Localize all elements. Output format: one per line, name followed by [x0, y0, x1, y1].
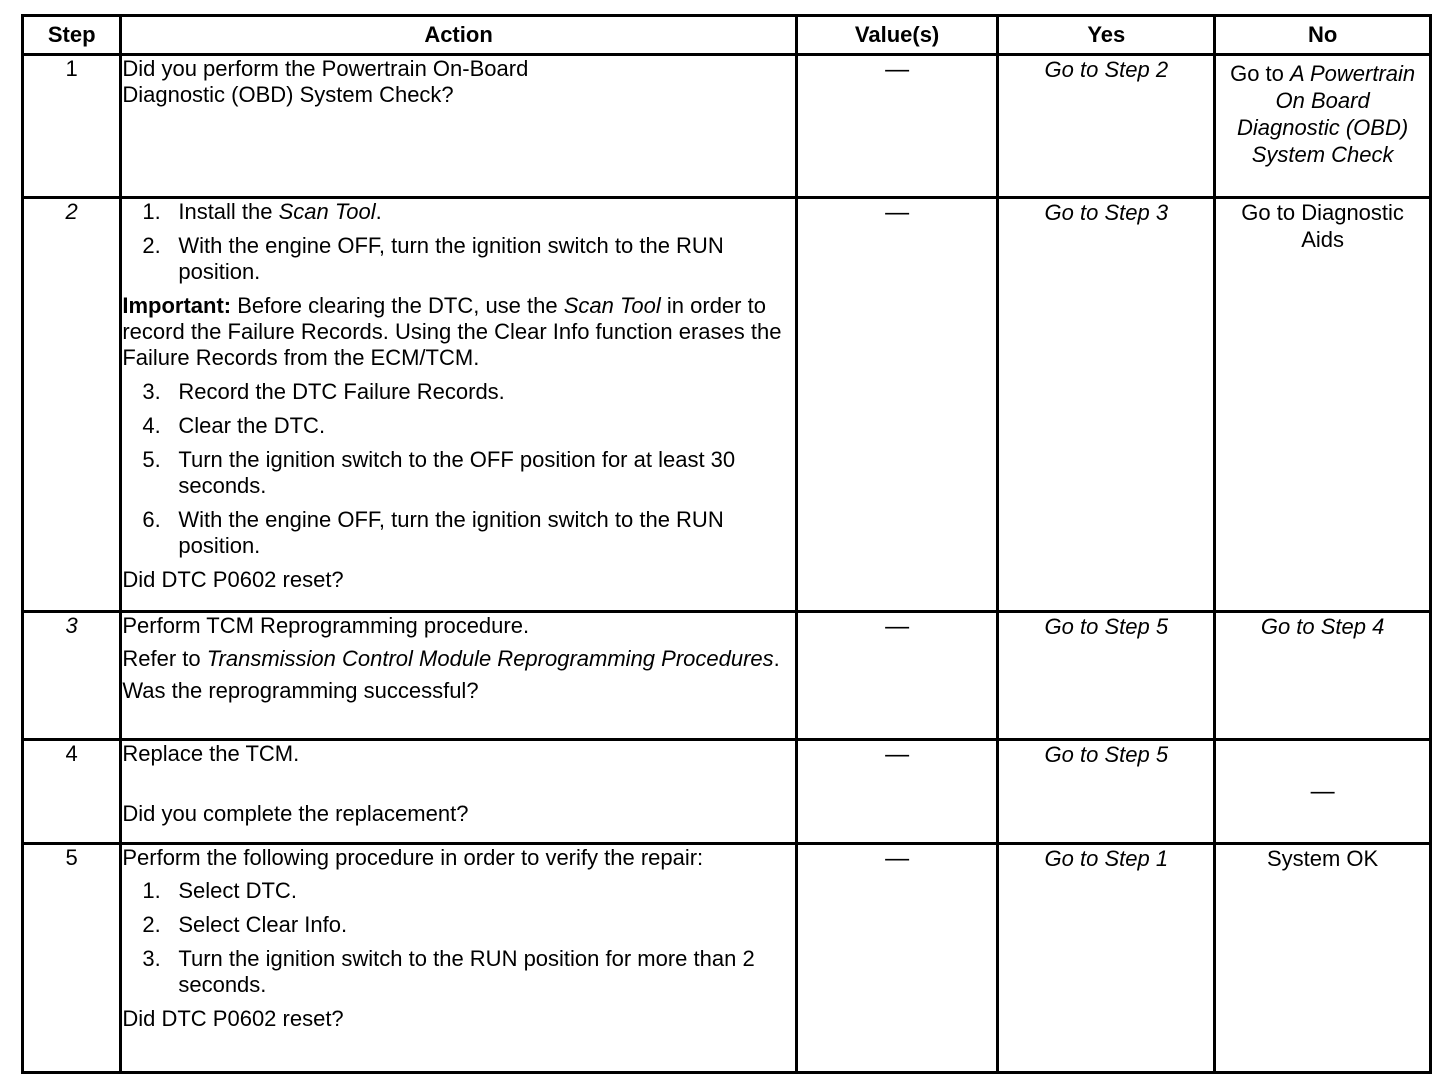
no-link[interactable]: A Powertrain On Board Diagnostic (OBD) System Check — [1237, 61, 1416, 167]
yes-cell — [998, 740, 1215, 844]
value-cell: — — [796, 198, 998, 612]
list-item — [122, 379, 794, 405]
step-number: 5 — [23, 844, 121, 1073]
action-cell — [121, 198, 796, 612]
table-row-step-4 — [23, 740, 1431, 844]
item-text: Turn the ignition switch to the OFF position for at least 30 seconds. — [178, 447, 736, 498]
action-question: Did you complete the replacement? — [122, 801, 469, 826]
table-row-step-5 — [23, 844, 1431, 1073]
no-link[interactable]: Go to Step 4 — [1260, 614, 1385, 639]
step-number: 1 — [23, 55, 121, 198]
header-row — [23, 16, 1431, 55]
yes-link[interactable]: Go to Step 3 — [1044, 200, 1169, 225]
step-number: 2 — [23, 198, 121, 612]
list-item — [122, 413, 794, 439]
important-italic: Scan Tool — [563, 293, 661, 318]
no-prefix: Go to — [1230, 61, 1290, 86]
list-item — [122, 946, 794, 998]
item-number: 3. — [142, 946, 161, 971]
header-yes: Yes — [998, 16, 1215, 55]
value-cell: — — [796, 844, 998, 1073]
value-cell: — — [796, 740, 998, 844]
item-number: 6. — [142, 507, 161, 532]
item-number: 2. — [142, 912, 161, 937]
header-no: No — [1215, 16, 1431, 55]
step-number: 4 — [23, 740, 121, 844]
item-text: Turn the ignition switch to the RUN position for more than 2 seconds. — [178, 946, 755, 997]
no-cell — [1215, 612, 1431, 740]
item-number: 3. — [142, 379, 161, 404]
header-action: Action — [121, 16, 796, 55]
action-text: Perform TCM Reprogramming procedure. — [122, 613, 530, 638]
reference-end: . — [773, 646, 780, 671]
yes-cell — [998, 844, 1215, 1073]
action-cell — [121, 612, 796, 740]
action-reference — [122, 647, 794, 670]
yes-cell — [998, 55, 1215, 198]
no-result: System OK — [1266, 846, 1379, 871]
important-text-end: in order to record the Failure Records. Using the Clear Info function erases the Failure Records from the ECM/TCM. — [122, 293, 782, 370]
yes-link[interactable]: Go to Step 1 — [1044, 846, 1169, 871]
header-step: Step — [23, 16, 121, 55]
item-number: 2. — [142, 233, 161, 258]
important-label: Important: — [122, 293, 232, 318]
no-cell — [1215, 198, 1431, 612]
item-text: Select DTC. — [178, 878, 297, 903]
list-item — [122, 233, 794, 285]
item-number: 4. — [142, 413, 161, 438]
item-number: 1. — [142, 878, 161, 903]
value-cell: — — [796, 55, 998, 198]
item-text: Record the DTC Failure Records. — [178, 379, 505, 404]
action-question: Did DTC P0602 reset? — [122, 1006, 344, 1031]
important-text: Before clearing the DTC, use the — [231, 293, 564, 318]
no-cell — [1215, 844, 1431, 1073]
item-number: 1. — [142, 199, 161, 224]
yes-cell — [998, 612, 1215, 740]
action-question: Did you perform the Powertrain On-Board Diagnostic (OBD) System Check? — [122, 56, 529, 107]
yes-link[interactable]: Go to Step 2 — [1044, 57, 1169, 82]
action-cell — [121, 55, 796, 198]
list-item — [122, 507, 794, 559]
list-item — [122, 199, 794, 225]
no-cell — [1215, 55, 1431, 198]
item-text: Select Clear Info. — [178, 912, 348, 937]
item-text: Install the — [178, 199, 279, 224]
list-item — [122, 447, 794, 499]
item-text: With the engine OFF, turn the ignition switch to the RUN position. — [178, 507, 724, 558]
action-cell — [121, 844, 796, 1073]
no-link[interactable]: Go to Diagnostic Aids — [1241, 200, 1404, 252]
item-number: 5. — [142, 447, 161, 472]
table-row-step-3 — [23, 612, 1431, 740]
yes-link[interactable]: Go to Step 5 — [1044, 614, 1169, 639]
yes-link[interactable]: Go to Step 5 — [1044, 742, 1169, 767]
reference-link[interactable]: Transmission Control Module Reprogramming Procedures — [206, 646, 774, 671]
action-text: Replace the TCM. — [122, 741, 300, 766]
item-text-end: . — [375, 199, 382, 224]
yes-cell — [998, 198, 1215, 612]
item-text: Clear the DTC. — [178, 413, 326, 438]
important-note — [122, 293, 794, 371]
item-text: With the engine OFF, turn the ignition switch to the RUN position. — [178, 233, 724, 284]
diagnostic-table — [21, 14, 1432, 1074]
action-cell — [121, 740, 796, 844]
table-row-step-2 — [23, 198, 1431, 612]
list-item — [122, 878, 794, 904]
item-italic: Scan Tool — [278, 199, 376, 224]
action-intro: Perform the following procedure in order to verify the repair: — [122, 845, 704, 870]
list-item — [122, 912, 794, 938]
action-question: Did DTC P0602 reset? — [122, 567, 344, 592]
table-row-step-1 — [23, 55, 1431, 198]
action-question: Was the reprogramming successful? — [122, 678, 479, 703]
no-cell: — — [1215, 740, 1431, 844]
reference-prefix: Refer to — [122, 646, 207, 671]
step-number: 3 — [23, 612, 121, 740]
header-values: Value(s) — [796, 16, 998, 55]
value-cell: — — [796, 612, 998, 740]
